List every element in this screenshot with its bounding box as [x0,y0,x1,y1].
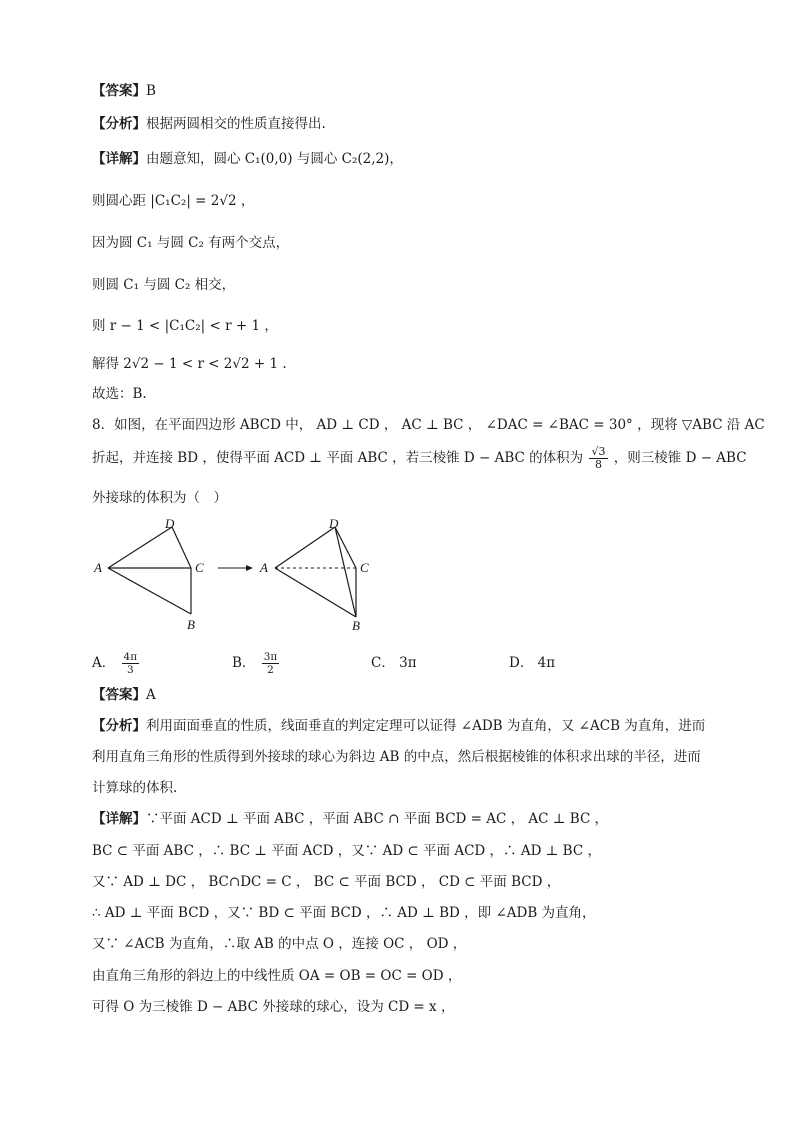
folding-figure [88,512,388,640]
answer-tag: 【答案】 [92,83,146,99]
q7-answer-line [92,82,156,100]
q8-detail-line-3: 又∵ AD ⊥ DC ， BC∩DC = C ， BC ⊂ 平面 BCD ， CD ⊂ 平面 BCD ， [92,874,561,890]
option-a-fraction [122,651,140,676]
edge-ad-2 [275,527,335,568]
q8-detail-tag: 【详解】 [92,811,146,827]
q8-detail-line-7: 可得 O 为三棱锥 D − ABC 外接球的球心，设为 CD = x ， [92,999,455,1015]
option-b-fraction [262,651,280,676]
volume-denominator: 8 [594,458,602,471]
option-b [232,651,281,676]
q8-detail-line-2: BC ⊂ 平面 ABC ，∴ BC ⊥ 平面 ACD ，又∵ AD ⊂ 平面 ACD ，∴ AD ⊥ BC ， [92,843,601,859]
option-c-text: 3π [399,655,417,671]
q8-answer-value: A [146,687,156,703]
q8-detail-line-1 [92,810,608,828]
edge-ab-1 [108,568,191,614]
option-d [509,651,555,671]
q8-answer-tag: 【答案】 [92,687,146,703]
label-d-1: D [165,516,175,531]
label-c-2: C [360,560,369,575]
label-a-1: A [94,560,102,575]
q8-analysis-text: 利用面面垂直的性质，线面垂直的判定定理可以证得 ∠ADB 为直角，又 ∠ACB 为直角，进而利用直角三角形的性质得到外接球的球心为斜边 AB 的中点，然后根据棱锥的体积求出球的半径，进而计算球的体积. [92,718,706,796]
option-a [92,651,141,676]
q8-stem-line-2 [92,446,747,471]
q7-line-6: 解得 2√2 − 1 < r < 2√2 + 1 . [92,356,287,372]
analysis-tag: 【分析】 [92,116,146,132]
edge-dc-2 [335,527,356,568]
option-c-letter: C． [371,655,395,671]
q8-stem-line-1: 8．如图，在平面四边形 ABCD 中， AD ⊥ CD ， AC ⊥ BC ， ∠DAC = ∠BAC = 30° ，现将 ▽ABC 沿 AC [92,417,765,433]
q7-line-5: 则 r − 1 < |C₁C₂| < r + 1 ， [92,318,278,334]
label-b-1: B [187,617,195,632]
option-b-letter: B． [232,655,256,671]
option-d-text: 4π [537,655,556,671]
detail-tag: 【详解】 [92,151,146,167]
q7-analysis-line [92,115,326,133]
edge-ad-1 [108,527,172,568]
q8-detail-text-1: ∵平面 ACD ⊥ 平面 ABC ，平面 ABC ∩ 平面 BCD = AC ， AC ⊥ BC ， [146,811,609,827]
option-d-letter: D． [509,655,534,671]
option-b-num: 3π [263,651,278,663]
q8-answer-line [92,686,156,704]
edge-db-2 [335,527,356,617]
q8-detail-line-4: ∴ AD ⊥ 平面 BCD ，又∵ BD ⊂ 平面 BCD ，∴ AD ⊥ BD ，即 ∠ADB 为直角， [92,905,596,921]
edge-ab-2 [275,568,356,617]
detail-text: 由题意知，圆心 C₁(0,0) 与圆心 C₂(2,2)， [146,151,403,167]
answer-value: B [146,83,156,99]
option-c [371,651,417,671]
analysis-text: 根据两圆相交的性质直接得出. [146,116,326,132]
stem-2b: ，则三棱锥 D − ABC [613,450,747,466]
option-b-den: 2 [267,664,274,676]
q7-line-7: 故选：B. [92,386,147,402]
label-b-2: B [352,618,360,633]
q8-stem-line-3: 外接球的体积为（ ） [92,490,227,506]
label-c-1: C [195,560,204,575]
q8-detail-line-6: 由直角三角形的斜边上的中线性质 OA = OB = OC = OD ， [92,968,462,984]
option-a-letter: A． [92,655,116,671]
figure-planar-quadrilateral [93,516,204,632]
figure-tetrahedron [259,516,369,633]
edge-dc-1 [172,527,191,568]
q8-detail-line-5: 又∵ ∠ACB 为直角，∴取 AB 的中点 O ，连接 OC ， OD ， [92,936,467,952]
q7-line-4: 则圆 C₁ 与圆 C₂ 相交， [92,277,236,293]
figure-arrow [218,565,253,571]
q8-analysis-tag: 【分析】 [92,718,146,734]
q7-line-2: 则圆心距 |C₁C₂| = 2√2 ， [92,193,255,209]
label-d-2: D [329,516,339,531]
label-a-2: A [260,560,268,575]
q7-detail-line [92,150,403,168]
option-a-den: 3 [127,664,134,676]
option-a-num: 4π [123,651,138,663]
stem-2a: 折起，并连接 BD ，使得平面 ACD ⊥ 平面 ABC ，若三棱锥 D − ABC 的体积为 [92,450,584,466]
q8-analysis-paragraph [92,711,706,804]
q7-line-3: 因为圆 C₁ 与圆 C₂ 有两个交点， [92,235,290,251]
volume-fraction [589,446,607,471]
volume-numerator: √3 [591,445,606,458]
